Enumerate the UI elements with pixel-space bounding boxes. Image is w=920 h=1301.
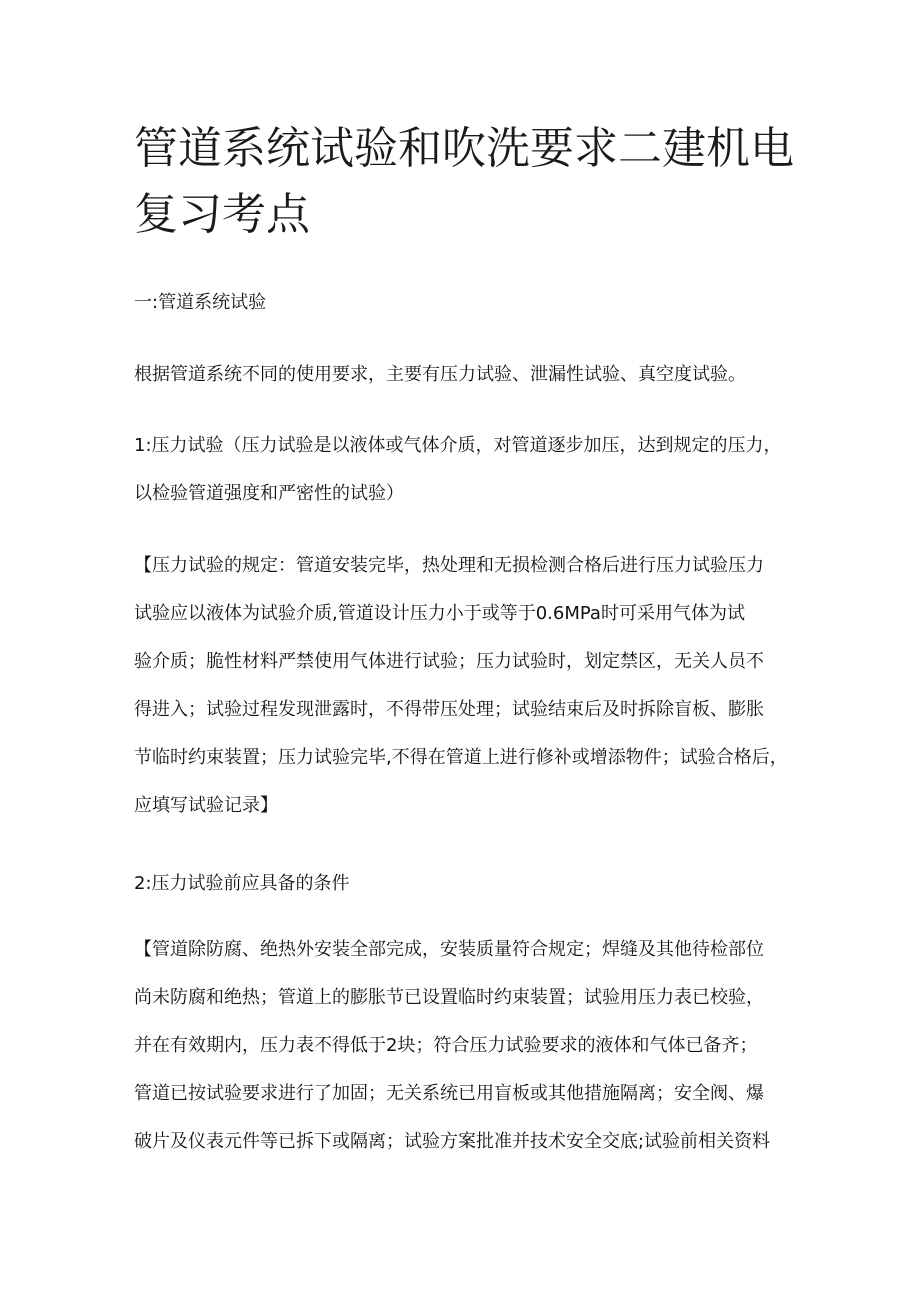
paragraph-1-line-3: 验介质；脆性材料严禁使用气体进行试验；压力试验时，划定禁区，无关人员不 [134,651,764,672]
paragraph-2-line-1: 【管道除防腐、绝热外安装全部完成，安装质量符合规定；焊缝及其他待检部位 [134,939,764,960]
section-heading-1: 一:管道系统试验 [134,292,267,313]
paragraph-1-line-2: 试验应以液体为试验介质,管道设计压力小于或等于0.6MPa时可采用气体为试 [134,603,745,624]
paragraph-2-line-2: 尚未防腐和绝热；管道上的膨胀节已设置临时约束装置；试验用压力表已校验， [134,987,764,1008]
paragraph-1-line-6: 应填写试验记录】 [134,795,278,816]
document-title: 管道系统试验和吹洗要求二建机电复习考点 [134,123,794,240]
paragraph-2-line-4: 管道已按试验要求进行了加固；无关系统已用盲板或其他措施隔离；安全阀、爆 [134,1083,764,1104]
paragraph-1-line-5: 节临时约束装置；压力试验完毕,不得在管道上进行修补或增添物件；试验合格后， [134,747,788,768]
body-line-1: 根据管道系统不同的使用要求，主要有压力试验、泄漏性试验、真空度试验。 [134,364,746,385]
subsection-heading-2: 2:压力试验前应具备的条件 [134,873,350,894]
paragraph-2-line-3: 并在有效期内，压力表不得低于2块；符合压力试验要求的液体和气体已备齐； [134,1035,758,1056]
paragraph-1-line-1: 【压力试验的规定：管道安装完毕，热处理和无损检测合格后进行压力试验压力 [134,555,764,576]
subsection-heading-1: 1:压力试验（压力试验是以液体或气体介质，对管道逐步加压，达到规定的压力， [134,435,782,456]
body-line-2: 以检验管道强度和严密性的试验） [134,483,404,504]
paragraph-1-line-4: 得进入；试验过程发现泄露时，不得带压处理；试验结束后及时拆除盲板、膨胀 [134,699,764,720]
paragraph-2-line-5: 破片及仪表元件等已拆下或隔离；试验方案批准并技术安全交底;试验前相关资料 [134,1131,771,1152]
